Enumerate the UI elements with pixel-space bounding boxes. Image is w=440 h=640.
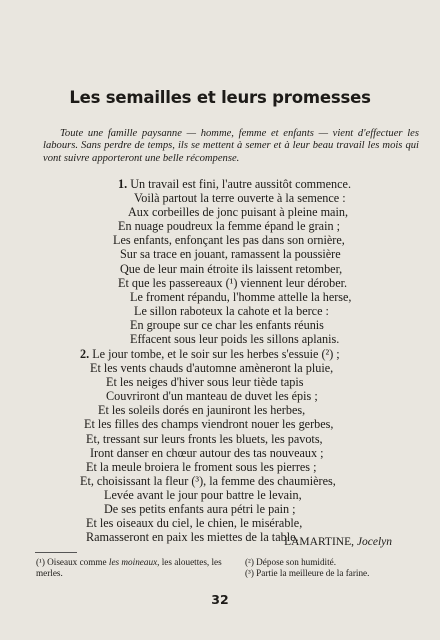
- stanza-line: Et les oiseaux du ciel, le chien, le misérable,: [86, 516, 303, 531]
- stanza-1: [60, 177, 420, 346]
- stanza-line: Voilà partout la terre ouverte à la semence :: [134, 191, 346, 206]
- page-title: Les semailles et leurs promesses: [69, 88, 371, 107]
- work-title: Jocelyn: [356, 536, 392, 548]
- page-number: 32: [211, 592, 229, 607]
- author-name: LAMARTINE,: [284, 536, 354, 548]
- stanza-line: Sur sa trace en jouant, ramassent la poussière: [120, 247, 341, 262]
- footnote-3: (³) Partie la meilleure de la farine.: [245, 567, 370, 578]
- stanza-2: [60, 347, 420, 544]
- stanza-line: Et les soleils dorés en jauniront les herbes,: [98, 403, 306, 418]
- stanza-line: Couvriront d'un manteau de duvet les épis ;: [106, 389, 318, 404]
- stanza-line: Les enfants, enfonçant les pas dans son ornière,: [113, 233, 345, 248]
- stanza-line: Iront danser en chœur autour des tas nouveaux ;: [90, 445, 324, 460]
- stanza-line: Que de leur main étroite ils laissent retomber,: [120, 261, 343, 276]
- stanza-line: De ses petits enfants aura pétri le pain ;: [104, 502, 296, 517]
- stanza-line: Et les vents chauds d'automne amèneront la pluie,: [90, 361, 334, 376]
- stanza-line: Effacent sous leur poids les sillons aplanis.: [130, 332, 340, 347]
- footnotes-2-3: [245, 557, 425, 578]
- stanza-line: 1. Un travail est fini, l'autre aussitôt commence.: [118, 177, 352, 191]
- stanza-line: En groupe sur ce char les enfants réunis: [130, 317, 324, 332]
- stanza-line: Et la meule broiera le froment sous les pierres ;: [86, 459, 317, 474]
- author-signature: [284, 536, 392, 548]
- stanza-line: En nuage poudreux la femme épand le grain ;: [118, 219, 340, 234]
- intro-paragraph: [43, 128, 419, 165]
- stanza-line: Et que les passereaux (¹) viennent leur dérober.: [118, 275, 348, 290]
- stanza-line: Le froment répandu, l'homme attelle la herse,: [130, 289, 352, 304]
- stanza-line: Et, choisissant la fleur (³), la femme des chaumières,: [80, 473, 336, 488]
- stanza-line: Le sillon raboteux la cahote et la berce :: [134, 303, 329, 318]
- footnote-1: (¹) Oiseaux comme les moineaux, les alouettes, les merles.: [36, 557, 222, 578]
- stanza-line: Levée avant le jour pour battre le levain,: [104, 487, 302, 502]
- footnote-divider: [35, 552, 77, 553]
- stanza-number: 1.: [118, 177, 128, 191]
- intro-text: Toute une famille paysanne — homme, femme et enfants — vient d'effectuer les labours. Sans perdre de temps, ils se mettent à semer et à leur beau travail les mois qui vont suivre apporteront une belle récompense.: [43, 128, 419, 164]
- stanza-line: Et, tressant sur leurs fronts les bluets, les pavots,: [86, 431, 323, 446]
- stanza-line: 2. Le jour tombe, et le soir sur les herbes s'essuie (²) ;: [80, 347, 340, 361]
- footnote-2: (²) Dépose son humidité.: [245, 557, 337, 567]
- stanza-line: Ramasseront en paix les miettes de la table.: [86, 530, 299, 545]
- stanza-line: Aux corbeilles de jonc puisant à pleine main,: [128, 205, 348, 220]
- stanza-line: Et les neiges d'hiver sous leur tiède tapis: [106, 375, 304, 390]
- stanza-number: 2.: [80, 347, 90, 361]
- stanza-line: Et les filles des champs viendront nouer les gerbes,: [84, 417, 334, 432]
